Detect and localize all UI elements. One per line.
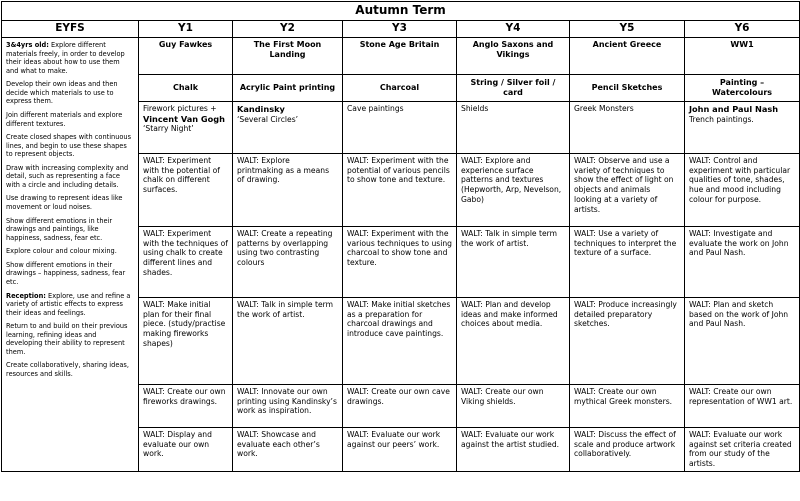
header-y3: Y3 <box>343 21 457 38</box>
media-y3: Charcoal <box>343 75 457 102</box>
eyfs-item: Return to and build on their previous learning, refining ideas and developing their ability to represent them. <box>6 322 128 356</box>
walt3-y4: WALT: Plan and develop ideas and make informed choices about media. <box>457 298 570 385</box>
eyfs-reception-para <box>6 292 134 318</box>
header-y2: Y2 <box>233 21 343 38</box>
walt1-y1: WALT: Experiment with the potential of chalk on different surfaces. <box>139 154 233 227</box>
walt3-y3: WALT: Make initial sketches as a preparation for charcoal drawings and introduce cave paintings. <box>343 298 457 385</box>
header-y5: Y5 <box>570 21 685 38</box>
walt5-y6: WALT: Evaluate our work against set criteria created from our study of the artists. <box>685 428 800 472</box>
artist-y1-pre: Firework pictures + <box>143 104 217 113</box>
walt1-y5: WALT: Observe and use a variety of techniques to show the effect of light on objects and animals looking at a variety of artists. <box>570 154 685 227</box>
artist-y6-name: John and Paul Nash <box>689 104 779 114</box>
media-y1: Chalk <box>139 75 233 102</box>
artist-y1-name: Vincent Van Gogh <box>143 113 225 124</box>
walt3-y1: WALT: Make initial plan for their final piece. (study/practise making fireworks shapes) <box>139 298 233 385</box>
eyfs-item: Create closed shapes with continuous lines, and begin to use these shapes to represent objects. <box>6 133 132 159</box>
walt2-y2: WALT: Create a repeating patterns by overlapping using two contrasting colours <box>233 227 343 298</box>
artist-y6-work: Trench paintings. <box>689 114 754 124</box>
walt4-y5: WALT: Create our own mythical Greek monsters. <box>570 385 685 428</box>
eyfs-age-text: Explore different materials freely, in order to develop their ideas about how to use them and what to make. <box>6 41 125 75</box>
header-eyfs: EYFS <box>2 21 139 38</box>
artist-y4: Shields <box>457 102 570 154</box>
walt5-y2: WALT: Showcase and evaluate each other’s work. <box>233 428 343 472</box>
walt4-y1: WALT: Create our own fireworks drawings. <box>139 385 233 428</box>
artist-y1 <box>139 102 233 154</box>
walt2-y6: WALT: Investigate and evaluate the work on John and Paul Nash. <box>685 227 800 298</box>
topic-y2: The First Moon Landing <box>233 38 343 75</box>
walt3-y5: WALT: Produce increasingly detailed preparatory sketches. <box>570 298 685 385</box>
eyfs-item: Join different materials and explore different textures. <box>6 110 123 128</box>
eyfs-age-para <box>6 41 134 75</box>
artist-y6 <box>685 102 800 154</box>
topic-y6: WW1 <box>685 38 800 75</box>
eyfs-item: Show different emotions in their drawings – happiness, sadness, fear etc. <box>6 260 126 286</box>
curriculum-table <box>1 1 800 472</box>
eyfs-item: Show different emotions in their drawings and paintings, like happiness, sadness, fear etc. <box>6 216 113 242</box>
media-y5: Pencil Sketches <box>570 75 685 102</box>
eyfs-reception-label: Reception: <box>6 291 46 300</box>
topic-y4: Anglo Saxons and Vikings <box>457 38 570 75</box>
topic-y5: Ancient Greece <box>570 38 685 75</box>
walt4-y6: WALT: Create our own representation of WW1 art. <box>685 385 800 428</box>
artist-y2-work: ‘Several Circles’ <box>237 114 299 124</box>
walt1-y6: WALT: Control and experiment with particular qualities of tone, shades, hue and mood including colour for purpose. <box>685 154 800 227</box>
walt5-y1: WALT: Display and evaluate our own work. <box>139 428 233 472</box>
artist-y2-name: Kandinsky <box>237 104 285 114</box>
walt5-y4: WALT: Evaluate our work against the artist studied. <box>457 428 570 472</box>
eyfs-age-label: 3&4yrs old: <box>6 41 49 49</box>
walt2-y1: WALT: Experiment with the techniques of using chalk to create different lines and shades. <box>139 227 233 298</box>
eyfs-item: Explore colour and colour mixing. <box>6 247 117 256</box>
walt4-y3: WALT: Create our own cave drawings. <box>343 385 457 428</box>
walt5-y5: WALT: Discuss the effect of scale and produce artwork collaboratively. <box>570 428 685 472</box>
walt1-y4: WALT: Explore and experience surface patterns and textures (Hepworth, Arp, Nevelson, Gabo) <box>457 154 570 227</box>
header-y4: Y4 <box>457 21 570 38</box>
eyfs-reception-text: Explore, use and refine a variety of artistic effects to express their ideas and feelings. <box>6 291 131 317</box>
eyfs-item: Draw with increasing complexity and detail, such as representing a face with a circle and including details. <box>6 163 129 189</box>
walt2-y4: WALT: Talk in simple term the work of artist. <box>457 227 570 298</box>
walt1-y3: WALT: Experiment with the potential of various pencils to show tone and texture. <box>343 154 457 227</box>
media-y4: String / Silver foil / card <box>457 75 570 102</box>
header-y6: Y6 <box>685 21 800 38</box>
artist-y3: Cave paintings <box>343 102 457 154</box>
walt5-y3: WALT: Evaluate our work against our peers’ work. <box>343 428 457 472</box>
topic-y1: Guy Fawkes <box>139 38 233 75</box>
artist-y5: Greek Monsters <box>570 102 685 154</box>
eyfs-item: Use drawing to represent ideas like movement or loud noises. <box>6 194 123 211</box>
walt3-y2: WALT: Talk in simple term the work of artist. <box>233 298 343 385</box>
media-y6: Painting – Watercolours <box>685 75 800 102</box>
artist-y2 <box>233 102 343 154</box>
walt2-y5: WALT: Use a variety of techniques to interpret the texture of a surface. <box>570 227 685 298</box>
media-y2: Acrylic Paint printing <box>233 75 343 102</box>
eyfs-item: Create collaboratively, sharing ideas, resources and skills. <box>6 361 129 378</box>
walt2-y3: WALT: Experiment with the various techniques to using charcoal to show tone and texture. <box>343 227 457 298</box>
walt4-y2: WALT: Innovate our own printing using Kandinsky’s work as inspiration. <box>233 385 343 428</box>
header-y1: Y1 <box>139 21 233 38</box>
walt4-y4: WALT: Create our own Viking shields. <box>457 385 570 428</box>
eyfs-item: Develop their own ideas and then decide which materials to use to express them. <box>6 80 118 106</box>
topic-y3: Stone Age Britain <box>343 38 457 75</box>
walt1-y2: WALT: Explore printmaking as a means of drawing. <box>233 154 343 227</box>
artist-y1-work: ‘Starry Night’ <box>143 124 194 134</box>
walt3-y6: WALT: Plan and sketch based on the work of John and Paul Nash. <box>685 298 800 385</box>
page-title: Autumn Term <box>2 2 800 21</box>
eyfs-cell <box>2 38 139 472</box>
